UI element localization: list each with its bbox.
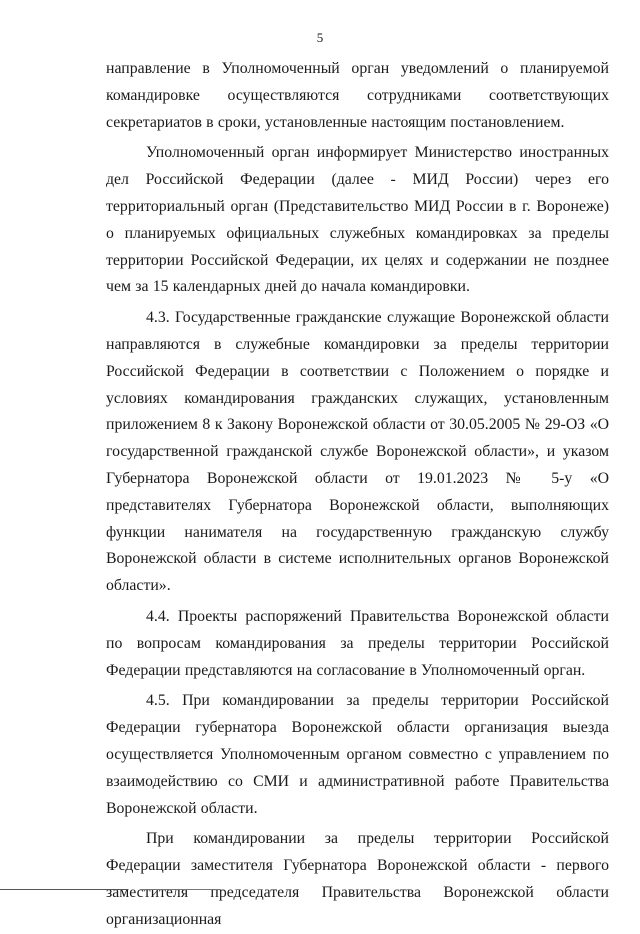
document-body: [106, 56, 609, 934]
paragraph-4-5: 4.5. При командировании за пределы территории Российской Федерации губернатора Воронежской области организация выезда осуществляется Уполномоченным органом совместно с управлением по взаимодействию со СМИ и административной работе Правительства Воронежской области.: [106, 692, 609, 817]
paragraph-4-3: 4.3. Государственные гражданские служащие Воронежской области направляются в служебные командировки за пределы территории Российской Федерации в соответствии с Положением о порядке и условиях командирования гражданских служащих, установленным приложением 8 к Закону Воронежской области от 30.05.2005 № 29-ОЗ «О государственной гражданской службе Воронежской области», и указом Губернатора Воронежской области от 19.01.2023 № 5-у «О представителях Губернатора Воронежской области, выполняющих функции нанимателя на государственную гражданскую службу Воронежской области в системе исполнительных органов Воронежской области».: [106, 309, 609, 595]
paragraph-deputy-governor: При командировании за пределы территории Российской Федерации заместителя Губернатора Воронежской области - первого заместителя председателя Правительства Воронежской области организационная: [106, 830, 609, 928]
page-number: 5: [316, 30, 324, 45]
paragraph-continuation: направление в Уполномоченный орган уведомлений о планируемой командировке осуществляются сотрудниками соответствующих секретариатов в сроки, установленные настоящим постановлением.: [106, 60, 609, 131]
paragraph-mid-notification: Уполномоченный орган информирует Министерство иностранных дел Российской Федерации (далее - МИД России) через его территориальный орган (Представительство МИД России в г. Воронеже) о планируемых официальных служебных командировках за пределы территории Российской Федерации, их целях и содержании не позднее чем за 15 календарных дней до начала командировки.: [106, 144, 609, 296]
footer-rule: [0, 889, 128, 890]
footer-rule-secondary: [140, 889, 220, 890]
paragraph-4-4: 4.4. Проекты распоряжений Правительства Воронежской области по вопросам командирования за пределы территории Российской Федерации представляются на согласование в Уполномоченный орган.: [106, 607, 609, 679]
